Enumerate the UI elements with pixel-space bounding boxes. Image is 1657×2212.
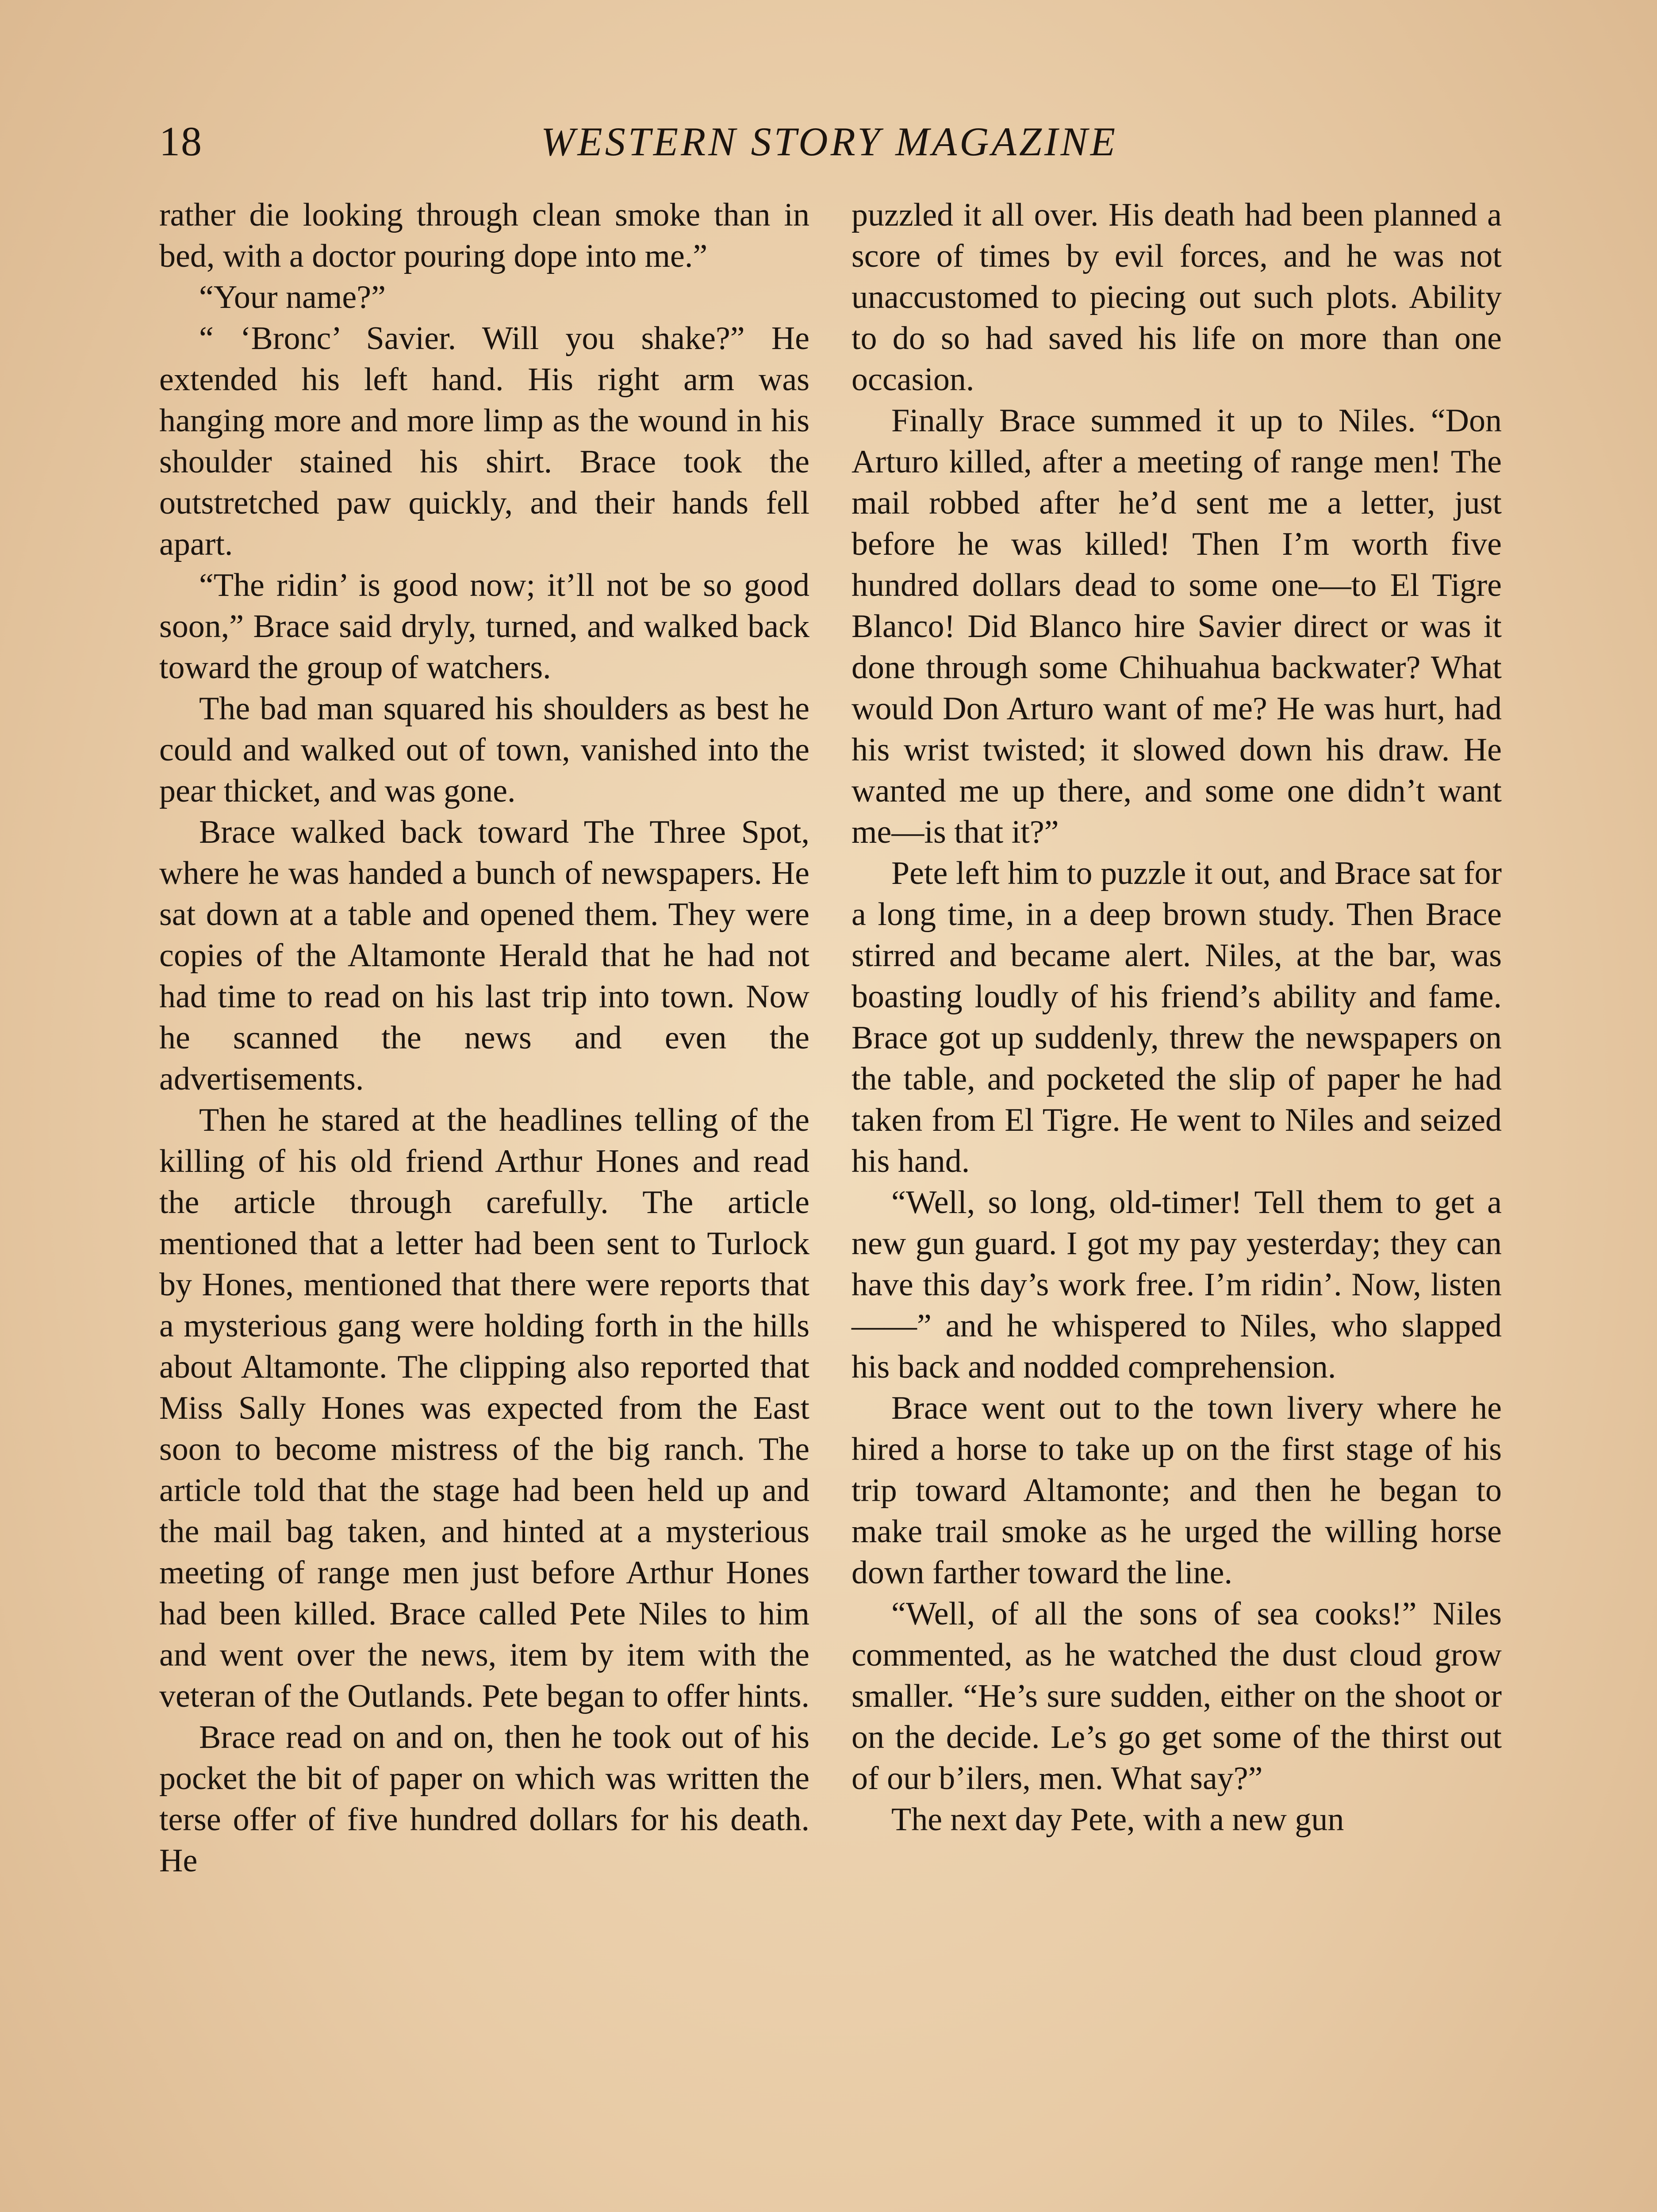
paragraph: “Your name?”	[199, 279, 386, 315]
paragraph: The next day Pete, with a new gun	[891, 1801, 1344, 1838]
page-header	[159, 113, 1500, 170]
magazine-title: WESTERN STORY MAGAZINE	[541, 119, 1118, 164]
paragraph: Brace read on and on, then he took out of his pocket the bit of paper on which was written the terse offer of five hundred dollars for his death. He	[159, 1719, 809, 1879]
paragraph: “Well, so long, old-timer! Tell them to get a new gun guard. I got my pay yesterday; they can have this day’s work free. I’m ridin’. Now, listen——” and he whispered to Niles, who slapped his back and nodded comprehension.	[852, 1184, 1502, 1385]
paragraph: Finally Brace summed it up to Niles. “Don Arturo killed, after a meeting of range men! The mail robbed after he’d sent me a letter, just before he was killed! Then I’m worth five hundred dollars dead to some one—to El Tigre Blanco! Did Blanco hire Savier direct or was it done through some Chihuahua backwater? What would Don Arturo want of me? He was hurt, had his wrist twisted; it slowed down his draw. He wanted me up there, and some one didn’t want me—is that it?”	[852, 403, 1502, 850]
paragraph: “The ridin’ is good now; it’ll not be so good soon,” Brace said dryly, turned, and walked back toward the group of watchers.	[159, 567, 809, 686]
page-number: 18	[159, 119, 203, 165]
right-column	[852, 195, 1502, 1840]
paragraph: Pete left him to puzzle it out, and Brace sat for a long time, in a deep brown study. Then Brace stirred and became alert. Niles, at the bar, was boasting loudly of his friend’s ability and fame. Brace got up suddenly, threw the newspapers on the table, and pocketed the slip of paper he had taken from El Tigre. He went to Niles and seized his hand.	[852, 855, 1502, 1179]
left-column	[159, 195, 809, 1882]
paragraph: “Well, of all the sons of sea cooks!” Niles commented, as he watched the dust cloud grow smaller. “He’s sure sudden, either on the shoot or on the decide. Le’s go get some of the thirst out of our b’ilers, men. What say?”	[852, 1596, 1502, 1797]
paragraph: Then he stared at the headlines telling of the killing of his old friend Arthur Hones and read the article through carefully. The article mentioned that a letter had been sent to Turlock by Hones, mentioned that there were reports that a mysterious gang were holding forth in the hills about Altamonte. The clipping also reported that Miss Sally Hones was expected from the East soon to become mistress of the big ranch. The article told that the stage had been held up and the mail bag taken, and hinted at a mysterious meeting of range men just before Arthur Hones had been killed. Brace called Pete Niles to him and went over the news, item by item with the veteran of the Outlands. Pete began to offer hints.	[159, 1102, 809, 1714]
paragraph: Brace went out to the town livery where he hired a horse to take up on the first stage of his trip toward Altamonte; and then he began to make trail smoke as he urged the willing horse down farther toward the line.	[852, 1390, 1502, 1591]
paragraph: The bad man squared his shoulders as best he could and walked out of town, vanished into the pear thicket, and was gone.	[159, 691, 809, 809]
paragraph: puzzled it all over. His death had been planned a score of times by evil forces, and he was not unaccustomed to piecing out such plots. Ability to do so had saved his life on more than one occasion.	[852, 197, 1502, 398]
paragraph: rather die looking through clean smoke than in bed, with a doctor pouring dope into me.”	[159, 197, 809, 274]
paragraph: “ ‘Bronc’ Savier. Will you shake?” He extended his left hand. His right arm was hanging more and more limp as the wound in his shoulder stained his shirt. Brace took the outstretched paw quickly, and their hands fell apart.	[159, 320, 809, 562]
paragraph: Brace walked back toward The Three Spot, where he was handed a bunch of newspapers. He sat down at a table and opened them. They were copies of the Altamonte Herald that he had not had time to read on his last trip into town. Now he scanned the news and even the advertisements.	[159, 814, 809, 1097]
